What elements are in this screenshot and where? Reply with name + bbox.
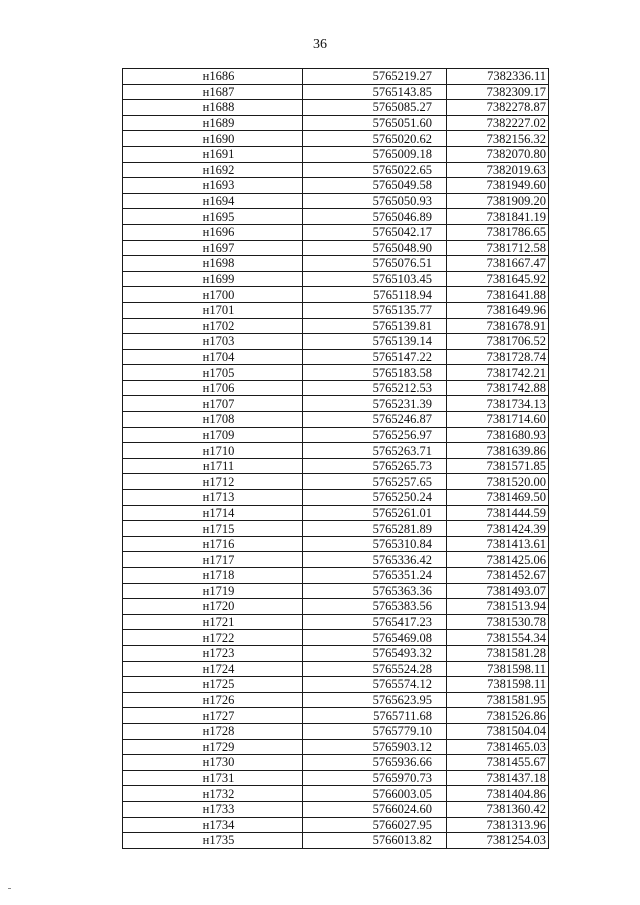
point-id-cell: н1727 xyxy=(123,708,303,724)
y-coordinate-cell: 7381424.39 xyxy=(447,521,549,537)
table-row xyxy=(123,770,549,786)
table-row xyxy=(123,521,549,537)
x-coordinate-cell: 5765336.42 xyxy=(303,552,447,568)
table-row xyxy=(123,692,549,708)
x-coordinate-cell: 5765574.12 xyxy=(303,677,447,693)
y-coordinate-cell: 7381909.20 xyxy=(447,193,549,209)
table-row xyxy=(123,193,549,209)
table-row xyxy=(123,599,549,615)
x-coordinate-cell: 5765351.24 xyxy=(303,568,447,584)
x-coordinate-cell: 5765936.66 xyxy=(303,755,447,771)
y-coordinate-cell: 7381455.67 xyxy=(447,755,549,771)
x-coordinate-cell: 5765042.17 xyxy=(303,224,447,240)
coordinates-table xyxy=(122,68,549,849)
x-coordinate-cell: 5765020.62 xyxy=(303,131,447,147)
y-coordinate-cell: 7381444.59 xyxy=(447,505,549,521)
table-row xyxy=(123,755,549,771)
table-row xyxy=(123,287,549,303)
table-row xyxy=(123,115,549,131)
table-row xyxy=(123,614,549,630)
point-id-cell: н1688 xyxy=(123,100,303,116)
y-coordinate-cell: 7382336.11 xyxy=(447,69,549,85)
x-coordinate-cell: 5765524.28 xyxy=(303,661,447,677)
y-coordinate-cell: 7382156.32 xyxy=(447,131,549,147)
table-row xyxy=(123,131,549,147)
point-id-cell: н1689 xyxy=(123,115,303,131)
point-id-cell: н1721 xyxy=(123,614,303,630)
x-coordinate-cell: 5765623.95 xyxy=(303,692,447,708)
point-id-cell: н1717 xyxy=(123,552,303,568)
y-coordinate-cell: 7382309.17 xyxy=(447,84,549,100)
table-row xyxy=(123,833,549,849)
y-coordinate-cell: 7381641.88 xyxy=(447,287,549,303)
y-coordinate-cell: 7381786.65 xyxy=(447,224,549,240)
point-id-cell: н1686 xyxy=(123,69,303,85)
x-coordinate-cell: 5765085.27 xyxy=(303,100,447,116)
point-id-cell: н1698 xyxy=(123,256,303,272)
y-coordinate-cell: 7381678.91 xyxy=(447,318,549,334)
point-id-cell: н1729 xyxy=(123,739,303,755)
point-id-cell: н1701 xyxy=(123,302,303,318)
table-row xyxy=(123,256,549,272)
table-row xyxy=(123,334,549,350)
x-coordinate-cell: 5765143.85 xyxy=(303,84,447,100)
table-row xyxy=(123,801,549,817)
table-row xyxy=(123,708,549,724)
y-coordinate-cell: 7381742.88 xyxy=(447,380,549,396)
point-id-cell: н1709 xyxy=(123,427,303,443)
x-coordinate-cell: 5765417.23 xyxy=(303,614,447,630)
x-coordinate-cell: 5765256.97 xyxy=(303,427,447,443)
point-id-cell: н1705 xyxy=(123,365,303,381)
point-id-cell: н1719 xyxy=(123,583,303,599)
y-coordinate-cell: 7381437.18 xyxy=(447,770,549,786)
table-row xyxy=(123,69,549,85)
y-coordinate-cell: 7381554.34 xyxy=(447,630,549,646)
table-row xyxy=(123,84,549,100)
y-coordinate-cell: 7382227.02 xyxy=(447,115,549,131)
x-coordinate-cell: 5765139.81 xyxy=(303,318,447,334)
point-id-cell: н1716 xyxy=(123,536,303,552)
table-row xyxy=(123,568,549,584)
y-coordinate-cell: 7381452.67 xyxy=(447,568,549,584)
x-coordinate-cell: 5765219.27 xyxy=(303,69,447,85)
point-id-cell: н1695 xyxy=(123,209,303,225)
x-coordinate-cell: 5765246.87 xyxy=(303,412,447,428)
point-id-cell: н1693 xyxy=(123,178,303,194)
y-coordinate-cell: 7381360.42 xyxy=(447,801,549,817)
page-number: 36 xyxy=(313,37,327,52)
table-row xyxy=(123,240,549,256)
point-id-cell: н1711 xyxy=(123,458,303,474)
x-coordinate-cell: 5765263.71 xyxy=(303,443,447,459)
point-id-cell: н1704 xyxy=(123,349,303,365)
point-id-cell: н1720 xyxy=(123,599,303,615)
table-row xyxy=(123,645,549,661)
y-coordinate-cell: 7381680.93 xyxy=(447,427,549,443)
x-coordinate-cell: 5766013.82 xyxy=(303,833,447,849)
y-coordinate-cell: 7381581.95 xyxy=(447,692,549,708)
x-coordinate-cell: 5765903.12 xyxy=(303,739,447,755)
x-coordinate-cell: 5766024.60 xyxy=(303,801,447,817)
table-row xyxy=(123,630,549,646)
table-row xyxy=(123,146,549,162)
point-id-cell: н1697 xyxy=(123,240,303,256)
x-coordinate-cell: 5765135.77 xyxy=(303,302,447,318)
table-row xyxy=(123,271,549,287)
table-row xyxy=(123,427,549,443)
point-id-cell: н1687 xyxy=(123,84,303,100)
y-coordinate-cell: 7381581.28 xyxy=(447,645,549,661)
x-coordinate-cell: 5765383.56 xyxy=(303,599,447,615)
x-coordinate-cell: 5765009.18 xyxy=(303,146,447,162)
y-coordinate-cell: 7381469.50 xyxy=(447,490,549,506)
table-row xyxy=(123,380,549,396)
y-coordinate-cell: 7381513.94 xyxy=(447,599,549,615)
x-coordinate-cell: 5765265.73 xyxy=(303,458,447,474)
x-coordinate-cell: 5765970.73 xyxy=(303,770,447,786)
y-coordinate-cell: 7381520.00 xyxy=(447,474,549,490)
table-row xyxy=(123,786,549,802)
x-coordinate-cell: 5765048.90 xyxy=(303,240,447,256)
scan-artifact xyxy=(8,888,11,889)
y-coordinate-cell: 7381413.61 xyxy=(447,536,549,552)
x-coordinate-cell: 5765310.84 xyxy=(303,536,447,552)
y-coordinate-cell: 7381706.52 xyxy=(447,334,549,350)
point-id-cell: н1706 xyxy=(123,380,303,396)
table-row xyxy=(123,723,549,739)
table-row xyxy=(123,349,549,365)
point-id-cell: н1712 xyxy=(123,474,303,490)
x-coordinate-cell: 5765469.08 xyxy=(303,630,447,646)
point-id-cell: н1732 xyxy=(123,786,303,802)
x-coordinate-cell: 5765257.65 xyxy=(303,474,447,490)
y-coordinate-cell: 7381949.60 xyxy=(447,178,549,194)
x-coordinate-cell: 5765779.10 xyxy=(303,723,447,739)
y-coordinate-cell: 7381734.13 xyxy=(447,396,549,412)
table-row xyxy=(123,302,549,318)
table-row xyxy=(123,490,549,506)
point-id-cell: н1735 xyxy=(123,833,303,849)
table-row xyxy=(123,583,549,599)
x-coordinate-cell: 5765493.32 xyxy=(303,645,447,661)
table-row xyxy=(123,443,549,459)
table-row xyxy=(123,412,549,428)
y-coordinate-cell: 7381742.21 xyxy=(447,365,549,381)
y-coordinate-cell: 7381526.86 xyxy=(447,708,549,724)
point-id-cell: н1733 xyxy=(123,801,303,817)
x-coordinate-cell: 5765076.51 xyxy=(303,256,447,272)
y-coordinate-cell: 7381598.11 xyxy=(447,677,549,693)
point-id-cell: н1734 xyxy=(123,817,303,833)
x-coordinate-cell: 5765118.94 xyxy=(303,287,447,303)
point-id-cell: н1731 xyxy=(123,770,303,786)
x-coordinate-cell: 5765139.14 xyxy=(303,334,447,350)
y-coordinate-cell: 7381465.03 xyxy=(447,739,549,755)
table-row xyxy=(123,739,549,755)
point-id-cell: н1726 xyxy=(123,692,303,708)
y-coordinate-cell: 7381598.11 xyxy=(447,661,549,677)
y-coordinate-cell: 7381639.86 xyxy=(447,443,549,459)
table-row xyxy=(123,661,549,677)
table-row xyxy=(123,505,549,521)
point-id-cell: н1714 xyxy=(123,505,303,521)
table-row xyxy=(123,162,549,178)
x-coordinate-cell: 5765183.58 xyxy=(303,365,447,381)
table-row xyxy=(123,209,549,225)
point-id-cell: н1725 xyxy=(123,677,303,693)
table-row xyxy=(123,677,549,693)
table-row xyxy=(123,318,549,334)
point-id-cell: н1707 xyxy=(123,396,303,412)
table-row xyxy=(123,552,549,568)
x-coordinate-cell: 5766027.95 xyxy=(303,817,447,833)
y-coordinate-cell: 7382019.63 xyxy=(447,162,549,178)
point-id-cell: н1715 xyxy=(123,521,303,537)
x-coordinate-cell: 5765363.36 xyxy=(303,583,447,599)
y-coordinate-cell: 7381404.86 xyxy=(447,786,549,802)
table-row xyxy=(123,365,549,381)
y-coordinate-cell: 7381504.04 xyxy=(447,723,549,739)
point-id-cell: н1694 xyxy=(123,193,303,209)
y-coordinate-cell: 7381530.78 xyxy=(447,614,549,630)
y-coordinate-cell: 7381841.19 xyxy=(447,209,549,225)
x-coordinate-cell: 5765022.65 xyxy=(303,162,447,178)
y-coordinate-cell: 7382278.87 xyxy=(447,100,549,116)
x-coordinate-cell: 5765212.53 xyxy=(303,380,447,396)
point-id-cell: н1700 xyxy=(123,287,303,303)
point-id-cell: н1699 xyxy=(123,271,303,287)
table-row xyxy=(123,458,549,474)
table-row xyxy=(123,100,549,116)
x-coordinate-cell: 5765050.93 xyxy=(303,193,447,209)
x-coordinate-cell: 5765046.89 xyxy=(303,209,447,225)
x-coordinate-cell: 5765281.89 xyxy=(303,521,447,537)
y-coordinate-cell: 7382070.80 xyxy=(447,146,549,162)
point-id-cell: н1690 xyxy=(123,131,303,147)
point-id-cell: н1691 xyxy=(123,146,303,162)
point-id-cell: н1730 xyxy=(123,755,303,771)
y-coordinate-cell: 7381645.92 xyxy=(447,271,549,287)
y-coordinate-cell: 7381667.47 xyxy=(447,256,549,272)
y-coordinate-cell: 7381712.58 xyxy=(447,240,549,256)
x-coordinate-cell: 5765231.39 xyxy=(303,396,447,412)
x-coordinate-cell: 5765103.45 xyxy=(303,271,447,287)
table-row xyxy=(123,224,549,240)
x-coordinate-cell: 5766003.05 xyxy=(303,786,447,802)
y-coordinate-cell: 7381714.60 xyxy=(447,412,549,428)
point-id-cell: н1723 xyxy=(123,645,303,661)
table-row xyxy=(123,396,549,412)
point-id-cell: н1703 xyxy=(123,334,303,350)
table-row xyxy=(123,178,549,194)
x-coordinate-cell: 5765711.68 xyxy=(303,708,447,724)
point-id-cell: н1708 xyxy=(123,412,303,428)
x-coordinate-cell: 5765147.22 xyxy=(303,349,447,365)
point-id-cell: н1724 xyxy=(123,661,303,677)
y-coordinate-cell: 7381728.74 xyxy=(447,349,549,365)
y-coordinate-cell: 7381254.03 xyxy=(447,833,549,849)
x-coordinate-cell: 5765261.01 xyxy=(303,505,447,521)
x-coordinate-cell: 5765051.60 xyxy=(303,115,447,131)
table-row xyxy=(123,817,549,833)
point-id-cell: н1713 xyxy=(123,490,303,506)
y-coordinate-cell: 7381425.06 xyxy=(447,552,549,568)
coordinates-table-body xyxy=(123,69,549,849)
point-id-cell: н1702 xyxy=(123,318,303,334)
x-coordinate-cell: 5765250.24 xyxy=(303,490,447,506)
point-id-cell: н1696 xyxy=(123,224,303,240)
point-id-cell: н1692 xyxy=(123,162,303,178)
y-coordinate-cell: 7381493.07 xyxy=(447,583,549,599)
point-id-cell: н1718 xyxy=(123,568,303,584)
x-coordinate-cell: 5765049.58 xyxy=(303,178,447,194)
point-id-cell: н1728 xyxy=(123,723,303,739)
y-coordinate-cell: 7381571.85 xyxy=(447,458,549,474)
table-row xyxy=(123,474,549,490)
point-id-cell: н1710 xyxy=(123,443,303,459)
point-id-cell: н1722 xyxy=(123,630,303,646)
table-row xyxy=(123,536,549,552)
y-coordinate-cell: 7381313.96 xyxy=(447,817,549,833)
y-coordinate-cell: 7381649.96 xyxy=(447,302,549,318)
